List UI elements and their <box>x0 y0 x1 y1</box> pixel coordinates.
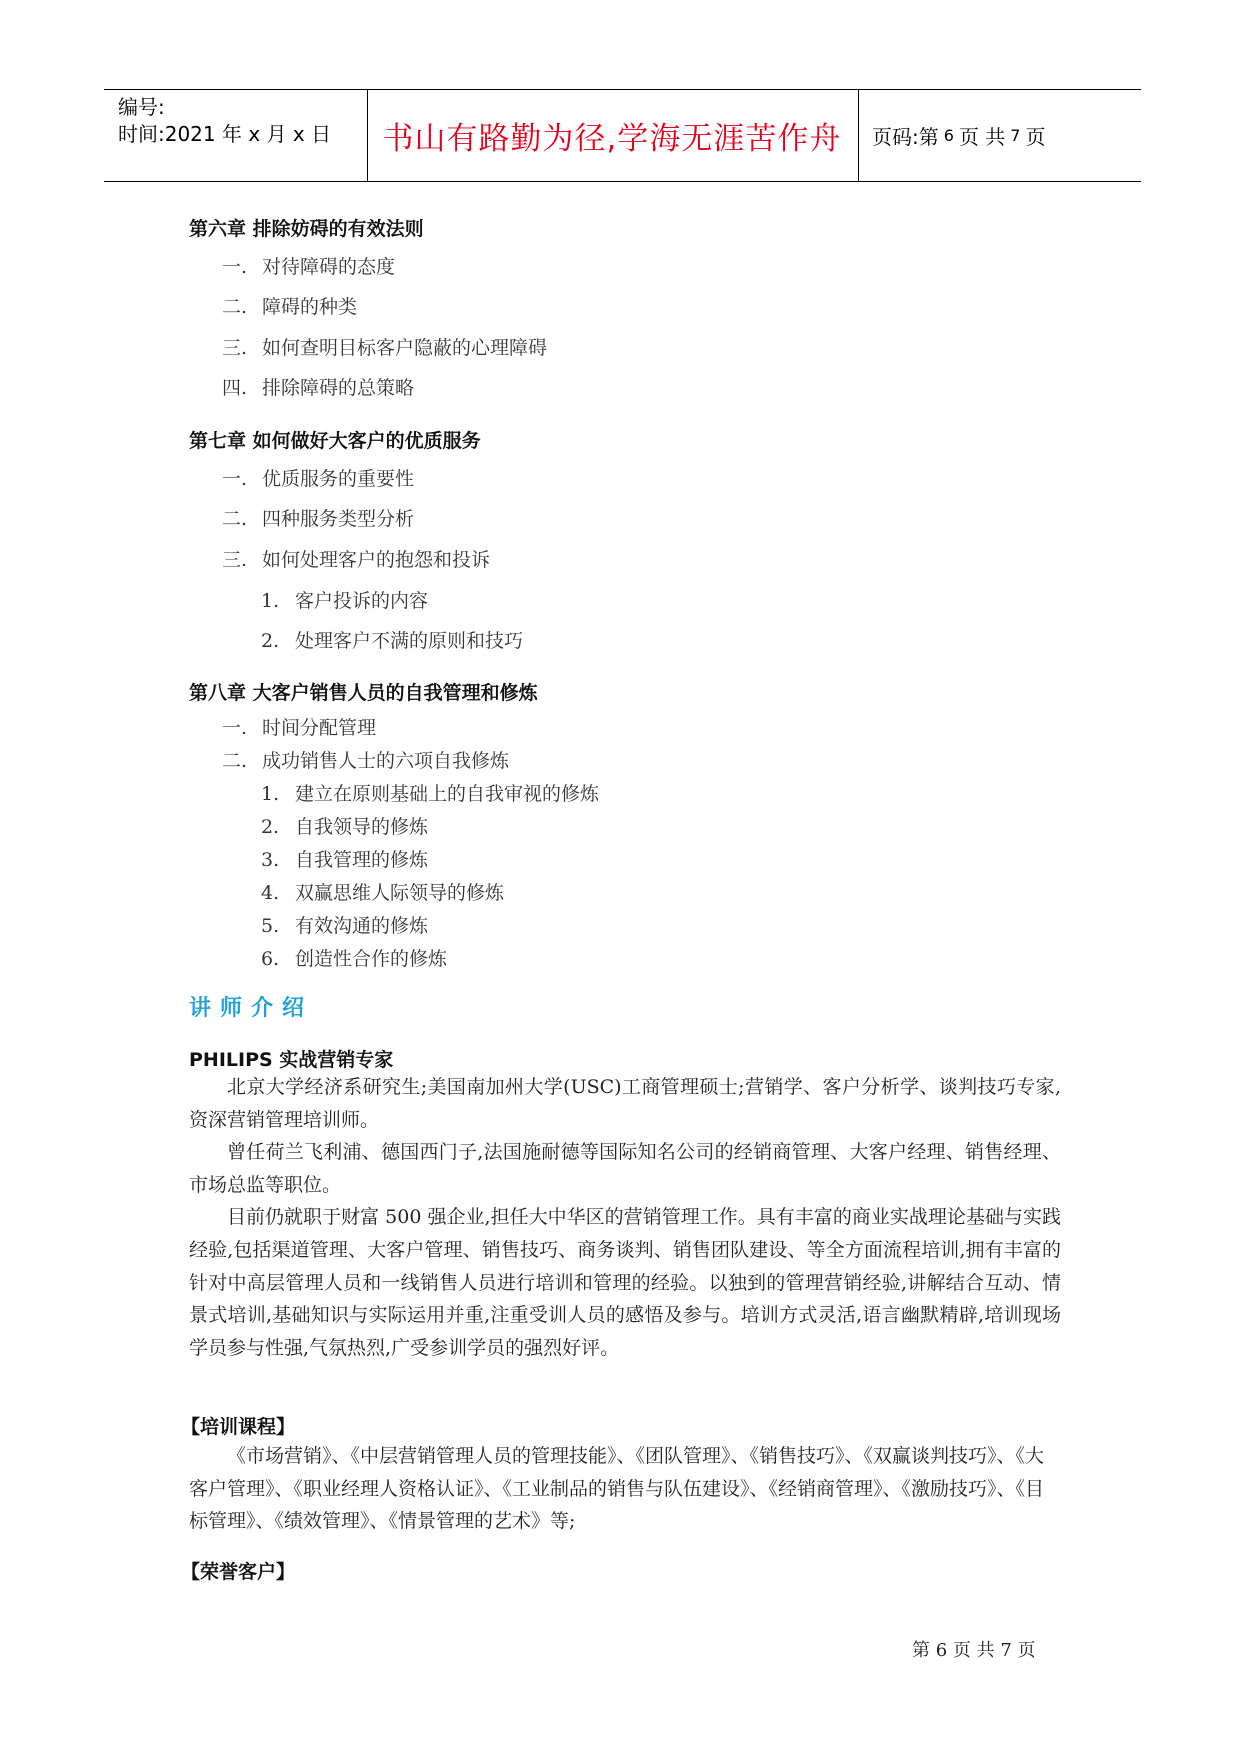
page-label: 页码:第 <box>872 124 939 149</box>
page-suffix: 页 <box>1025 124 1046 149</box>
item-number: 3. <box>261 849 280 871</box>
item-text: 有效沟通的修炼 <box>295 915 429 937</box>
number-label: 编号: <box>118 95 165 119</box>
item-text: 自我管理的修炼 <box>295 849 429 871</box>
item-text: 创造性合作的修炼 <box>295 948 448 970</box>
list-subitem <box>261 779 599 806</box>
item-text: 障碍的种类 <box>262 296 358 318</box>
page-header <box>104 89 1141 182</box>
page-footer: 第 6 页 共 7 页 <box>912 1640 1036 1661</box>
courses-text: 《市场营销》、《中层营销管理人员的管理技能》、《团队管理》、《销售技巧》、《双赢谈判技巧》、《大客户管理》、《职业经理人资格认证》、《工业制品的销售与队伍建设》、《经销商管理》、《激励技巧》、《目标管理》、《绩效管理》、《情景管理的艺术》等; <box>189 1445 1045 1533</box>
bio-paragraph: 目前仍就职于财富 500 强企业,担任大中华区的营销管理工作。具有丰富的商业实战理论基础与实践经验,包括渠道管理、大客户管理、销售技巧、商务谈判、销售团队建设、等全方面流程培训,拥有丰富的针对中高层管理人员和一线销售人员进行培训和管理的经验。以独到的管理营销经验,讲解结合互动、情景式培训,基础知识与实际运用并重,注重受训人员的感悟及参与。培训方式灵活,语言幽默精辟,培训现场学员参与性强,气氛热烈,广受参训学员的强烈好评。 <box>189 1206 1061 1359</box>
item-text: 客户投诉的内容 <box>295 590 429 612</box>
header-divider <box>858 90 859 181</box>
item-text: 如何处理客户的抱怨和投诉 <box>262 549 491 571</box>
item-text: 自我领导的修炼 <box>295 816 429 838</box>
chapter8-title: 第八章 大客户销售人员的自我管理和修炼 <box>189 682 538 704</box>
list-item <box>222 292 357 319</box>
list-subitem <box>261 812 428 839</box>
list-item <box>222 464 414 491</box>
item-number: 一. <box>222 256 248 278</box>
list-subitem <box>261 944 447 971</box>
instructor-name: PHILIPS 实战营销专家 <box>189 1049 394 1071</box>
item-number: 二. <box>222 508 248 530</box>
list-subitem <box>261 586 428 613</box>
item-number: 1. <box>261 590 280 612</box>
item-number: 二. <box>222 750 248 772</box>
header-motto: 书山有路勤为径,学海无涯苦作舟 <box>382 120 842 157</box>
item-text: 优质服务的重要性 <box>262 468 415 490</box>
item-number: 一. <box>222 717 248 739</box>
item-number: 三. <box>222 337 248 359</box>
item-number: 二. <box>222 296 248 318</box>
page-current: 6 <box>943 125 954 145</box>
item-text: 处理客户不满的原则和技巧 <box>295 630 524 652</box>
section-title: 讲师介绍 <box>189 996 314 1021</box>
list-item <box>222 373 414 400</box>
chapter7-title: 第七章 如何做好大客户的优质服务 <box>189 430 481 452</box>
bio-paragraph: 北京大学经济系研究生;美国南加州大学(USC)工商管理硕士;营销学、客户分析学、谈判技巧专家,资深营销管理培训师。 <box>189 1076 1061 1131</box>
item-number: 三. <box>222 549 248 571</box>
list-item <box>222 504 414 531</box>
item-number: 一. <box>222 468 248 490</box>
courses-title: 【培训课程】 <box>181 1416 296 1438</box>
courses-list <box>189 1440 1061 1538</box>
page-middle: 页 共 <box>958 124 1006 149</box>
item-number: 2. <box>261 816 280 838</box>
header-left <box>118 94 331 148</box>
header-page-info <box>872 90 1045 180</box>
item-text: 时间分配管理 <box>262 717 377 739</box>
item-number: 5. <box>261 915 280 937</box>
list-item <box>222 746 509 773</box>
chapter6-title: 第六章 排除妨碍的有效法则 <box>189 218 424 240</box>
list-subitem <box>261 911 428 938</box>
list-item <box>222 333 547 360</box>
list-subitem <box>261 878 504 905</box>
item-text: 排除障碍的总策略 <box>262 377 415 399</box>
clients-title: 【荣誉客户】 <box>181 1561 296 1583</box>
instructor-bio <box>189 1071 1061 1364</box>
item-text: 如何查明目标客户隐蔽的心理障碍 <box>262 337 548 359</box>
item-number: 4. <box>261 882 280 904</box>
item-text: 成功销售人士的六项自我修炼 <box>262 750 510 772</box>
item-number: 四. <box>222 377 248 399</box>
time-label: 时间:2021 年 x 月 x 日 <box>118 122 332 146</box>
list-subitem <box>261 845 428 872</box>
list-subitem <box>261 626 523 653</box>
item-text: 建立在原则基础上的自我审视的修炼 <box>295 783 600 805</box>
bio-paragraph: 曾任荷兰飞利浦、德国西门子,法国施耐德等国际知名公司的经销商管理、大客户经理、销售经理、市场总监等职位。 <box>189 1141 1061 1196</box>
item-number: 1. <box>261 783 280 805</box>
item-number: 2. <box>261 630 280 652</box>
list-item <box>222 252 395 279</box>
item-text: 四种服务类型分析 <box>262 508 415 530</box>
item-text: 双赢思维人际领导的修炼 <box>295 882 505 904</box>
item-text: 对待障碍的态度 <box>262 256 396 278</box>
list-item <box>222 545 490 572</box>
list-item <box>222 713 376 740</box>
item-number: 6. <box>261 948 280 970</box>
page-total: 7 <box>1010 125 1021 145</box>
